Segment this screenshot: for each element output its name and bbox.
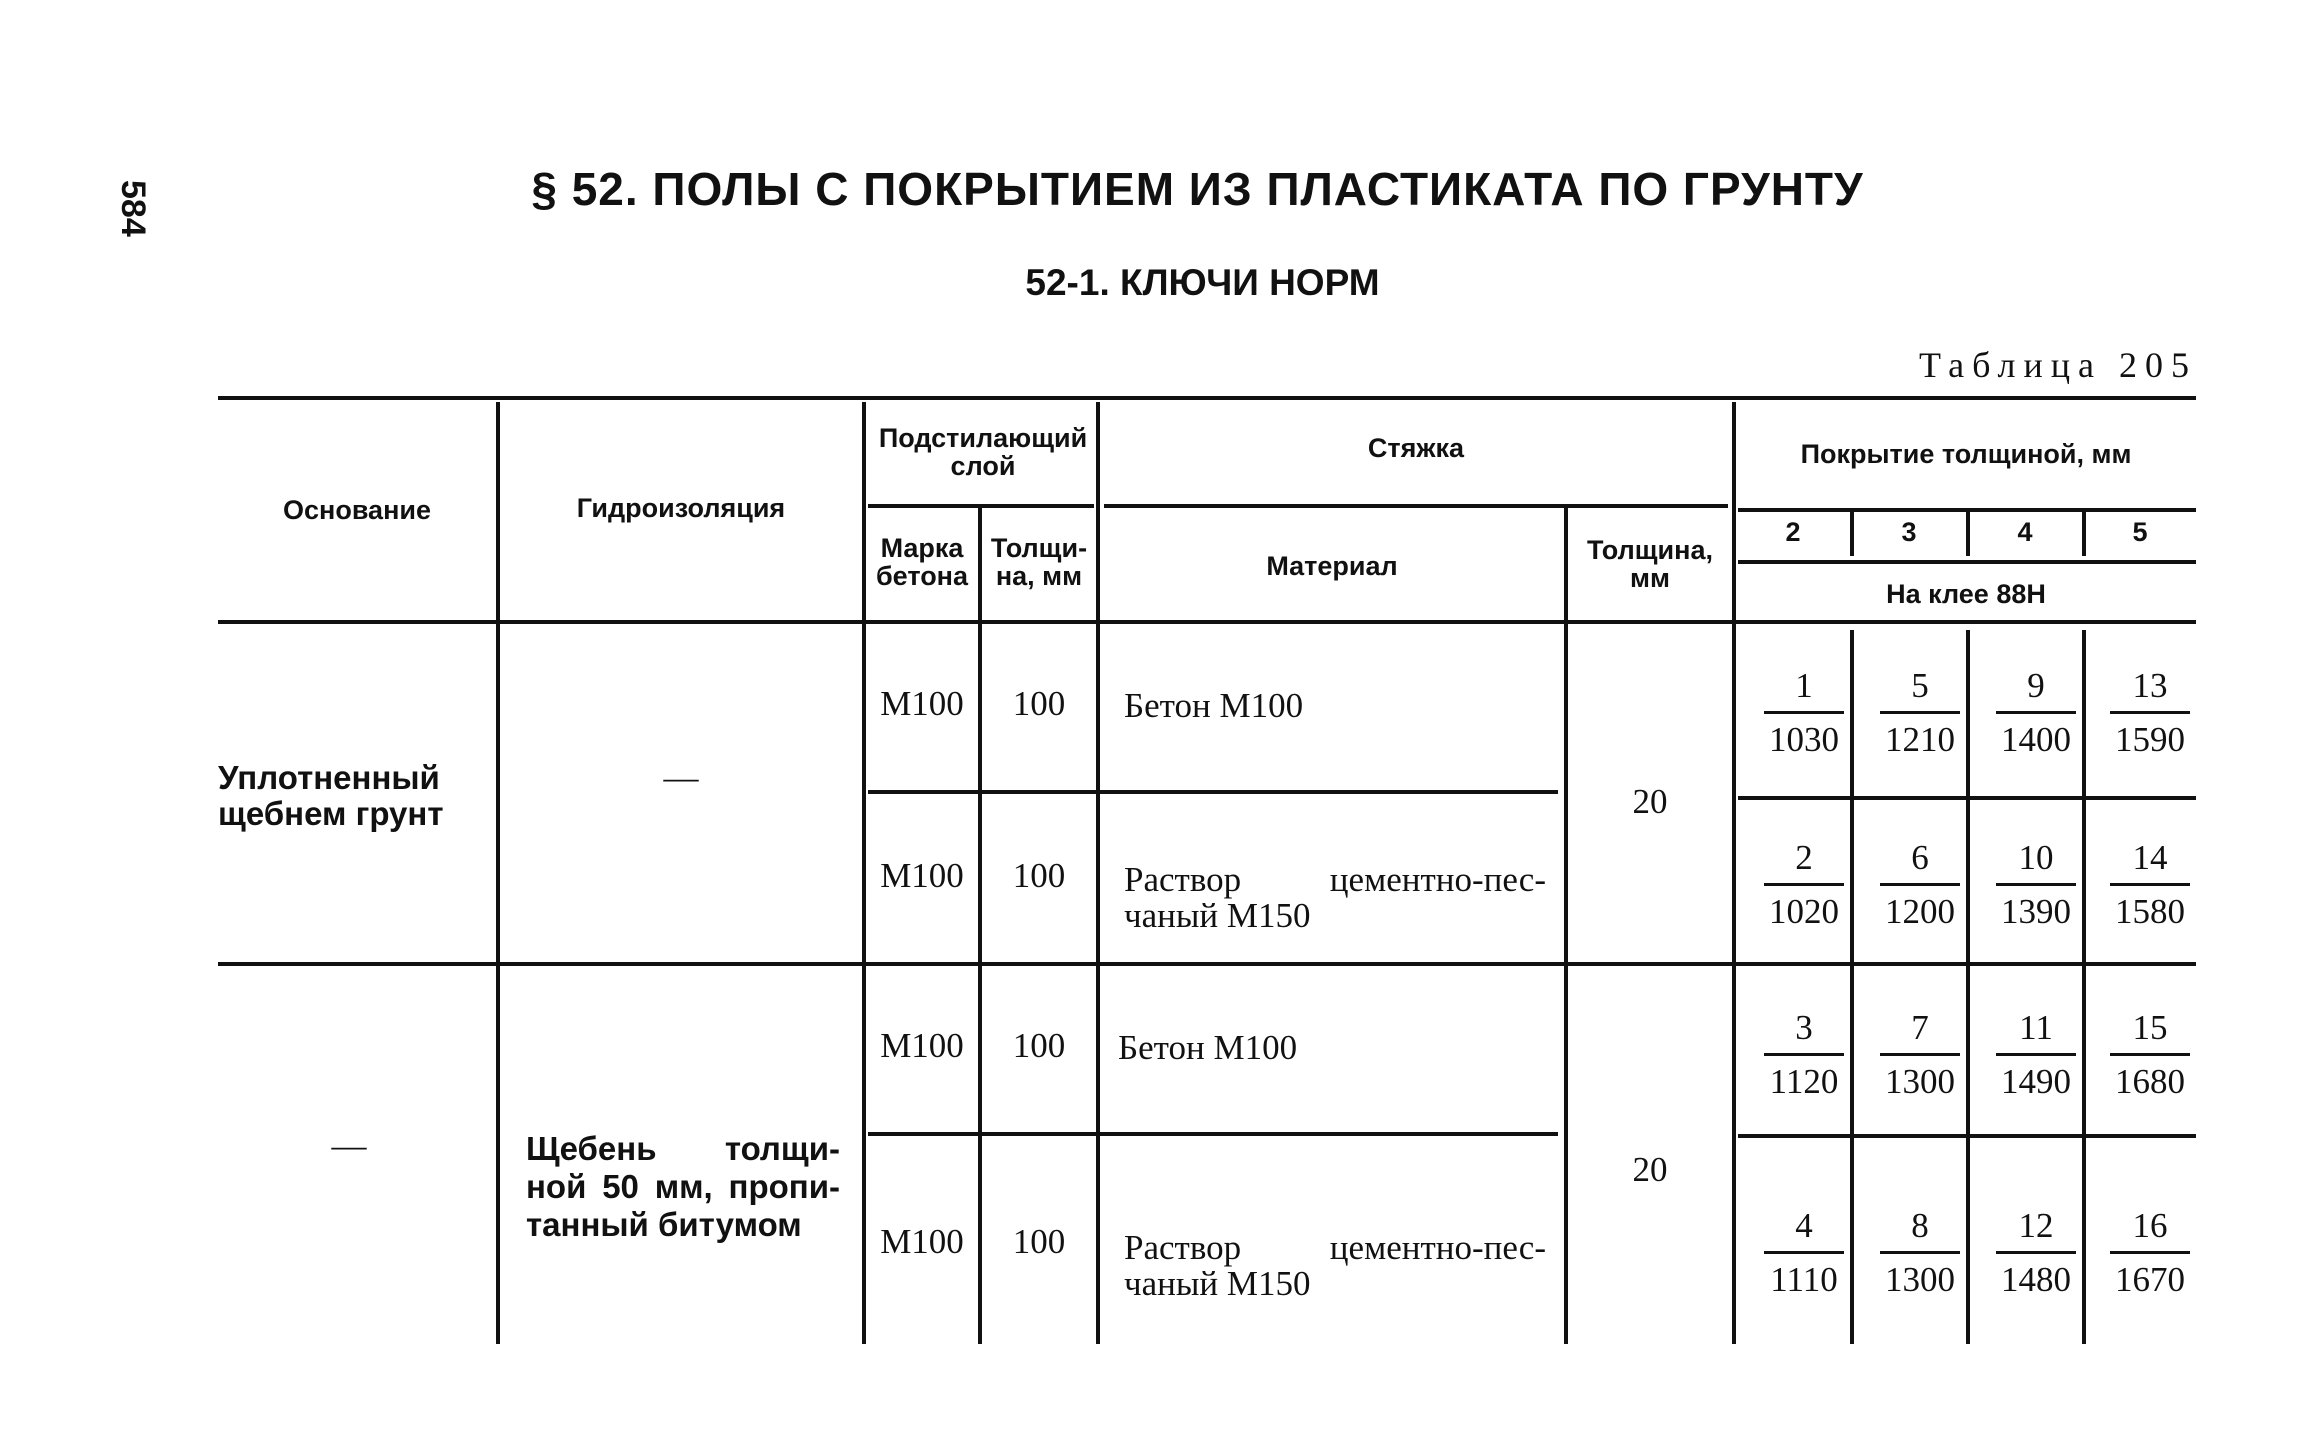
header-material: Материал xyxy=(1266,551,1398,581)
key-fraction: $\frac{1}{1030}$ xyxy=(1764,668,1844,757)
g1r1-material: Бетон М100 xyxy=(1124,686,1304,725)
g1r1-grade: М100 xyxy=(880,684,964,723)
key-fraction: $\frac{7}{1300}$ xyxy=(1880,1010,1960,1099)
key-fraction: $\frac{2}{1020}$ xyxy=(1764,840,1844,929)
key-fraction: $\frac{10}{1390}$ xyxy=(1996,840,2076,929)
group2-waterproofing-line3: танный битумом xyxy=(526,1206,802,1243)
col-rule-4 xyxy=(1096,402,1100,1344)
page-number: 584 xyxy=(114,180,152,237)
header-coating: Покрытие толщиной, мм xyxy=(1800,439,2132,469)
g2-screed-thickness: 20 xyxy=(1632,1150,1668,1189)
key-fraction: $\frac{13}{1590}$ xyxy=(2110,668,2190,757)
g2r1-material: Бетон М100 xyxy=(1118,1028,1298,1067)
key-fraction: $\frac{16}{1670}$ xyxy=(2110,1208,2190,1297)
key-fraction: $\frac{3}{1120}$ xyxy=(1764,1010,1844,1099)
key-fraction: $\frac{8}{1300}$ xyxy=(1880,1208,1960,1297)
group1-base: Уплотненный щебнем грунт xyxy=(218,759,444,833)
header-base: Основание xyxy=(283,495,431,525)
col-rule-5 xyxy=(1564,508,1568,1344)
header-bottom-rule xyxy=(218,620,2196,624)
section-title: § 52. ПОЛЫ С ПОКРЫТИЕМ ИЗ ПЛАСТИКАТА ПО ГРУНТУ xyxy=(531,163,1864,215)
g2r1-grade: М100 xyxy=(880,1026,964,1065)
subsection-title: 52-1. КЛЮЧИ НОРМ xyxy=(1025,262,1380,303)
header-screed: Стяжка xyxy=(1367,433,1465,463)
key-fraction: $\frac{6}{1200}$ xyxy=(1880,840,1960,929)
col-rule-1 xyxy=(496,402,500,1344)
table-top-rule xyxy=(218,396,2196,400)
g2r2-grade: М100 xyxy=(880,1222,964,1261)
key-fraction: $\frac{14}{1580}$ xyxy=(2110,840,2190,929)
header-underlayer: Подстилающий слой xyxy=(878,423,1088,482)
key-fraction: $\frac{5}{1210}$ xyxy=(1880,668,1960,757)
g1-screed-thickness: 20 xyxy=(1632,782,1668,821)
col-rule-8 xyxy=(1966,630,1970,1344)
group2-base: — xyxy=(331,1126,367,1165)
table-label: Таблица 205 xyxy=(1919,345,2197,385)
header-thickness-3: 3 xyxy=(1901,517,1917,547)
g2r2-thickness: 100 xyxy=(1012,1222,1066,1261)
g1r2-material-line1: Раствор цементно-пес- xyxy=(1124,860,1546,899)
group2-waterproofing-line1: Щебень толщи- xyxy=(526,1130,840,1167)
header-underlayer-thickness: Толщи-на, мм xyxy=(990,533,1088,592)
coating-thickness-rule xyxy=(1738,560,2196,564)
col-rule-7 xyxy=(1850,630,1854,1344)
key-fraction: $\frac{12}{1480}$ xyxy=(1996,1208,2076,1297)
row-divider-1a xyxy=(868,790,1558,794)
row-divider-2a xyxy=(868,1132,1558,1136)
g1r2-grade: М100 xyxy=(880,856,964,895)
header-thickness-5: 5 xyxy=(2132,517,2148,547)
group1-waterproofing: — xyxy=(663,758,699,797)
g1r1-thickness: 100 xyxy=(1012,684,1066,723)
g1r2-material-line2: чаный М150 xyxy=(1124,896,1311,935)
col-rule-9 xyxy=(2082,630,2086,1344)
g1r2-thickness: 100 xyxy=(1012,856,1066,895)
header-glue: На клее 88Н xyxy=(1886,579,2046,609)
group-divider-rule xyxy=(218,962,2196,966)
header-concrete-grade: Марка бетона xyxy=(875,533,969,592)
header-thickness-2: 2 xyxy=(1785,517,1801,547)
key-fraction: $\frac{15}{1680}$ xyxy=(2110,1010,2190,1099)
header-screed-thickness: Толщина, мм xyxy=(1587,535,1713,594)
g2r2-material-line2: чаный М150 xyxy=(1124,1264,1311,1303)
header-waterproofing: Гидроизоляция xyxy=(576,493,786,523)
g2r1-thickness: 100 xyxy=(1012,1026,1066,1065)
header-thickness-4: 4 xyxy=(2017,517,2033,547)
key-fraction: $\frac{4}{1110}$ xyxy=(1764,1208,1844,1297)
col-rule-3 xyxy=(978,508,982,1344)
screed-subheader-rule xyxy=(1104,504,1728,508)
g2r2-material-line1: Раствор цементно-пес- xyxy=(1124,1228,1546,1267)
key-fraction: $\frac{9}{1400}$ xyxy=(1996,668,2076,757)
key-fraction: $\frac{11}{1490}$ xyxy=(1996,1010,2076,1099)
group2-waterproofing-line2: ной 50 мм, пропи- xyxy=(526,1168,840,1205)
